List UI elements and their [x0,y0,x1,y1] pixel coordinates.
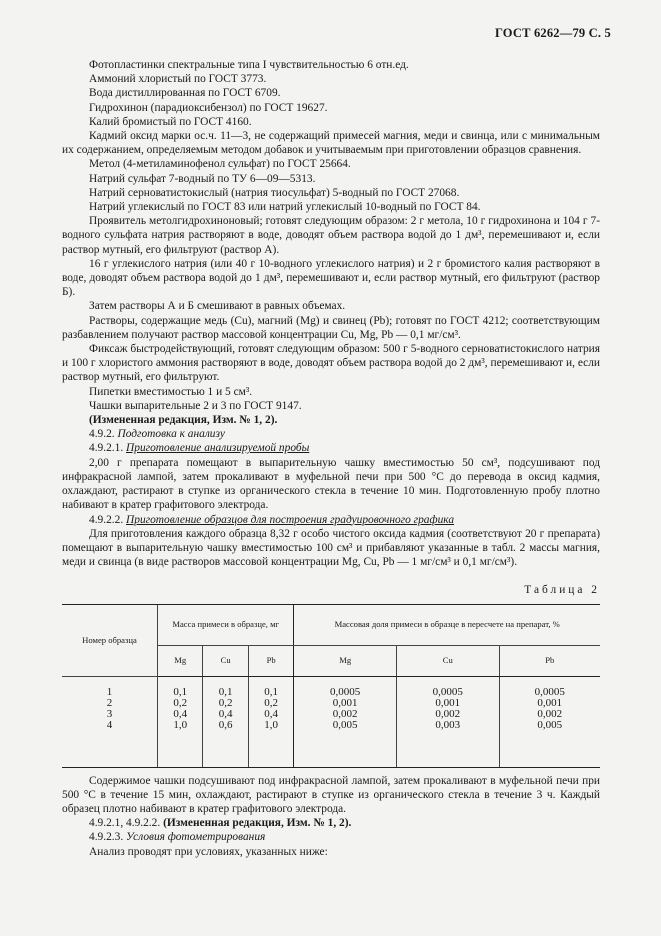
paragraph: Для приготовления каждого образца 8,32 г особо чистого оксида кадмия (соответствуют 20 г препарата) помещают в выпарительную чашку вместимостью 100 см³ и прибавляют указанные в табл. 2 массы магния, меди и свинца (в виде растворов массовой концентрации Mg, Cu, Pb — 1 мг/см³ и 0,1 мг/см³). [62,527,600,569]
after-table-section [62,774,600,859]
cell-value: 0,0005 [330,685,361,698]
sub-header: Pb [499,645,600,676]
cell-value: 0,2 [173,696,188,709]
paragraph: Фиксаж быстродействующий, готовят следующим образом: 500 г 5-водного серноватистокислого натрия и 100 г хлористого аммония растворяют в воде, доводят объем раствора водой до 2 дм³, перемешивают и, если раствор мутный, его фильтруют. [62,343,600,384]
table-cell [203,676,248,767]
cell-value: 1 [106,685,113,698]
revision-note [62,816,600,830]
paragraph: Проявитель метолгидрохиноновый; готовят следующим образом: 2 г метола, 10 г гидрохинона и 104 г 7-водного сульфата натрия растворяют в воде, доводят объем раствора водой до 1 дм³, перемешивают и, если раствор мутный, его фильтруют (раствор А). [62,215,600,256]
paragraph: Аммоний хлористый по ГОСТ 3773. [89,73,267,86]
cell-value: 0,002 [435,707,461,720]
section-number: 4.9.2. [89,428,115,441]
cell-value: 4 [106,718,113,731]
cell-value: 0,1 [264,685,279,698]
cell-value: 0,001 [435,696,461,709]
cell-value: 2 [106,696,113,709]
cell-value: 0,0005 [534,685,565,698]
document-body [62,58,600,859]
table-cell [62,676,158,767]
cell-value: 0,005 [537,718,563,731]
sub-header: Mg [158,645,203,676]
paragraph: Фотопластинки спектральные типа I чувствительностью 6 отн.ед. [89,59,409,71]
table-cell [499,676,600,767]
section-heading [62,427,600,441]
cell-value: 0,1 [173,685,188,698]
section-number: 4.9.2.3. [89,831,124,844]
cell-value: 0,0005 [432,685,463,698]
paragraph: Содержимое чашки подсушивают под инфракрасной лампой, затем прокаливают в муфельной печи при 500 °С в течение 15 мин, охлаждают, растирают в ступке из органического стекла в течение 3 ч. Каждый образец плотно набивают в кратер графитового электрода. [62,774,600,815]
section-number: 4.9.2.1. [89,442,124,455]
paragraph: Пипетки вместимостью 1 и 5 см³. [89,385,253,398]
group-mass-header: Масса примеси в образце, мг [158,604,294,645]
table-2 [62,604,600,768]
cell-value: 0,1 [218,685,233,698]
section-heading [62,830,600,844]
paragraph: Затем растворы А и Б смешивают в равных объемах. [89,300,346,313]
cell-value: 0,001 [537,696,563,709]
table-cell [396,676,499,767]
paragraph: Растворы, содержащие медь (Cu), магний (Mg) и свинец (Pb); готовят по ГОСТ 4212; соответствующим разбавлением получают раствор массовой концентрации Cu, Mg, Pb — 0,1 мг/см³. [62,314,600,341]
table-row [62,676,600,767]
paragraph: 16 г углекислого натрия (или 40 г 10-водного углекислого натрия) и 2 г бромистого калия растворяют в воде, доводят объем раствора водой до 1 дм³, перемешивают и, если раствор мутный, его фильтруют (раствор Б). [62,257,600,299]
table-cell [158,676,203,767]
section-title: Приготовление образцов для построения градуировочного графика [126,513,455,526]
paragraph: Кадмий оксид марки ос.ч. 11—3, не содержащий примесей магния, меди и свинца, или с минимальным их содержанием, определяемым методом добавок и учитываемым при приготовлении образцов сравнения. [62,130,600,157]
cell-value: 0,2 [218,696,233,709]
sub-header: Cu [396,645,499,676]
cell-value: 0,003 [435,718,461,731]
page-header: ГОСТ 6262—79 С. 5 [494,26,611,40]
group-fraction-header: Массовая доля примеси в образце в пересчете на препарат, % [294,604,600,645]
cell-value: 0,2 [264,696,279,709]
cell-value: 1,0 [264,718,279,731]
sub-header: Pb [248,645,293,676]
cell-value: 0,001 [332,696,358,709]
paragraph: Метол (4-метиламинофенол сульфат) по ГОСТ 25664. [89,158,351,171]
paragraph: Гидрохинон (парадиоксибензол) по ГОСТ 19627. [89,101,328,114]
section-title: Приготовление анализируемой пробы [126,442,310,455]
section-heading [62,513,600,527]
cell-value: 0,002 [332,707,358,720]
section-title: Условия фотометрирования [126,831,266,844]
section-number: 4.9.2.2. [89,513,124,526]
cell-value: 0,6 [218,718,233,731]
table-cell [248,676,293,767]
paragraph: Чашки выпарительные 2 и 3 по ГОСТ 9147. [89,399,302,412]
col-sample-header: Номер образца [62,604,158,676]
sub-header: Cu [203,645,248,676]
paragraph: Анализ проводят при условиях, указанных ниже: [89,845,328,858]
paragraph: Вода дистиллированная по ГОСТ 6709. [89,87,281,100]
paragraph: 2,00 г препарата помещают в выпарительную чашку вместимостью 50 см³, подсушивают под инфракрасной лампой, затем прокаливают в муфельной печи при 500 °С до перевода в оксид кадмия, охлаждают, растирают в ступке из органического стекла в течение 10 мин. Подготовленную пробу плотно набивают в кратер графитового электрода. [62,456,600,512]
cell-value: 0,005 [332,718,358,731]
paragraph: Натрий сульфат 7-водный по ТУ 6—09—5313. [89,172,316,185]
sub-header: Mg [294,645,397,676]
revision-note [62,413,600,427]
paragraph: Натрий углекислый по ГОСТ 83 или натрий углекислый 10-водный по ГОСТ 84. [89,201,481,214]
paragraph: Калий бромистый по ГОСТ 4160. [89,115,252,128]
cell-value: 3 [106,707,113,720]
revision-note-text: (Измененная редакция, Изм. № 1, 2). [89,414,278,427]
cell-value: 0,4 [264,707,279,720]
table-caption: Таблица 2 [524,584,600,597]
section-heading [62,441,600,455]
cell-value: 1,0 [173,718,188,731]
cell-value: 0,4 [218,707,233,720]
paragraph: Натрий серноватистокислый (натрия тиосульфат) 5-водный по ГОСТ 27068. [89,186,460,199]
table-cell [294,676,397,767]
section-number: 4.9.2.1, 4.9.2.2. [89,817,161,830]
revision-note-text: (Измененная редакция, Изм. № 1, 2). [163,817,352,830]
section-title: Подготовка к анализу [117,428,225,441]
cell-value: 0,002 [537,707,563,720]
cell-value: 0,4 [173,707,188,720]
